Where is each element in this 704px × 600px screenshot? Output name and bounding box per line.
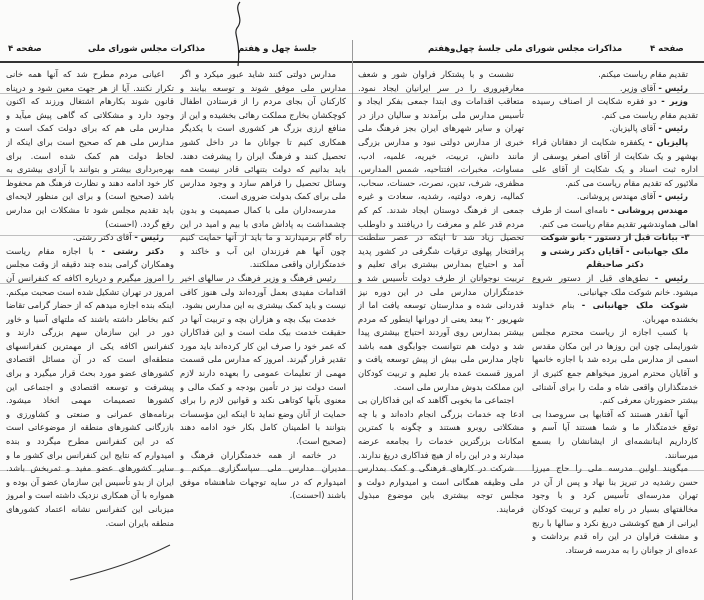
header-right-title: مذاکرات مجلس شورای ملی: [505, 44, 623, 54]
paragraph: [532, 136, 698, 190]
speaker-name: رئیس -: [658, 123, 688, 134]
paragraph-text: مدارس دولتی کنند شاید عبور میکرد و اگر مدارس ملی موفق شوند و توسعه بیابند و کارکنان آن بجای مردم را از فرستادن اطفال کوچکشان بخارج مملکت رهائی بخشیده و این از منافع ارزی بزرگ هر کشوری است با یکدیگر همکاری کنیم تا جوانان ما در داخل کشور تحصیل کنند و فرهنگ ایران را پیشرفت دهند. باید بدانیم که دولت بتنهائی قادر نیست همه وسائل تحصیل را فراهم سازد و وجود مدارس ملی برای کمک بدولت ضروری است.: [180, 69, 346, 202]
paragraph: [6, 245, 174, 530]
column-3: [180, 68, 346, 600]
scan-line: [0, 93, 704, 94]
paragraph: [532, 462, 698, 557]
speaker-name: مهندس پروشانی -: [610, 204, 688, 215]
paragraph: [6, 231, 174, 245]
speaker-name: رئیس -: [658, 82, 688, 93]
paragraph: [532, 95, 698, 122]
paragraph: [532, 299, 698, 326]
paragraph: [180, 313, 346, 449]
paragraph-text: خدمت بیک بچه و هزاران بچه و تربیت آنها در حقیقت خدمت بیک ملت است و این فداکاران که عمر خود را صرف این کار کرده‌اند باید مورد تقدیر قرار گیرند. امروز که مدارس ملی قسمت مهمی از تعلیمات عمومی را بعهده دارند لازم است دولت نیز در تأمین بودجه و کمک مالی و معنوی بآنها کوتاهی نکند و قوانین لازم را برای حمایت از آنان وضع نماید تا اینکه این مؤسسات بتوانند با اطمینان کامل بکار خود ادامه دهند (صحیح است).: [180, 313, 346, 447]
column-1: [532, 68, 698, 600]
paragraph: [358, 68, 524, 394]
paragraph: [532, 272, 698, 299]
paragraph-text: در خاتمه از همه خدمتگزاران فرهنگ و مدیران مدارس ملی سپاسگزاری میکنم و امیدوارم که در سایه توجهات شاهنشاه موفق باشند (احسنت).: [180, 449, 346, 501]
paragraph: [358, 394, 524, 462]
paragraph-text: بنام خداوند بخشنده مهربان.: [532, 300, 698, 324]
paragraph-text: شرکت در کارهای فرهنگی و کمک بمدارس ملی وظیفه همگانی است و امیدوارم دولت و مجلس توجه بیشتری باین موضوع مبذول فرمایند.: [358, 463, 524, 514]
header-left-page: صفحه ۴: [8, 44, 42, 54]
paragraph-text: آقای دکتر رشتی.: [72, 232, 132, 243]
paragraph: [180, 449, 346, 503]
paragraph-text: آقای مهندس پروشانی.: [576, 191, 656, 202]
paragraph-text: دو فقره شکایت از اصناف رسیده تقدیم مقام ریاست می کنم.: [532, 96, 698, 120]
scan-line: [0, 470, 704, 471]
speaker-name: وزیر -: [661, 96, 688, 107]
paragraph-text: تقدیم مقام ریاست میکنم.: [598, 69, 688, 79]
header-right-page: صفحه ۴: [650, 44, 684, 54]
scan-line: [0, 283, 704, 284]
paragraph: [532, 190, 698, 204]
handwritten-arrow: [60, 540, 180, 590]
paragraph-text: مدرسه‌داران ملی با کمال صمیمیت و بدون چشمداشت به پاداش مادی با بیم و امید در این راه گام برمیدارند و ما باید از آنها حمایت کنیم چون آنها هم فرزندان این آب و خاکند و خدمتگزاران واقعی مملکتند.: [180, 204, 346, 270]
paragraph-text: نطق‌های قبل از دستور شروع میشود. خانم شوکت ملک جهانبانی.: [532, 272, 698, 297]
section-heading: ۳- بیانات قبل از دستور - بانو شوکت ملک جهانبانی - آقایان دکتر رشتی و دکتر صاحبقلم: [540, 232, 690, 270]
paragraph-text: نشست و با پشتکار فراوان شور و شعف معارفپروری را در سر ایرانیان ایجاد نمود. متعاقب اقدامات وی ابتدا جمعی بفکر ایجاد و تأسیس مدارس ملی برآمدند و سالیان دراز در تهران و سایر شهرهای ایران بجز فرهنگ ملی خبری از مدارس دولتی نبود و مدارس بزرگی مانند دانش، تربیت، خیریه، علمیه، ادب، مساوات، مخبرات، افتتاحیه، شمس المدارس، مظفری، شرف، تدین، نصرت، حسنات، سحاب، کمالیه، زهره، دولتیه، رشدیه، سعادت و غیره جمعی از فرهنگ دوستان ایجاد شدند. کم کم مردم قدر علم و معرفت را دریافتند و داوطلب تحصیل زیاد شد تا اینکه در عصر سلطنت پرافتخار پهلوی ترقیات شگرفی در کشور پدید آمد و احتیاج بمدارس بیشتری برای تعلیم و تربیت نوجوانان از طرف دولت تأسیس شد و خدمتگزاران مدارس ملی در این دوره نیز قدردانی شده و مدارستان توسعه یافت اما از شهریور ۲۰ ببعد یعنی از دورانها اینطور که مردم بیشتر بمدارس روی آوردند احتیاج بیشتری پیدا شد و دولت هم نتوانست جوابگوی همه باشد ناچار مدارس ملی بیش از پیش توسعه یافت و امروز قسمت عمده بار تعلیم و تربیت کودکان این مملکت بدوش مدارس ملی است.: [358, 69, 524, 392]
column-4: [6, 68, 174, 600]
paragraph: [532, 122, 698, 136]
speaker-name: رئیس -: [654, 272, 688, 283]
paragraph-text: اجتماعی ما بخوبی آگاهند که این فداکاران بی ادعا چه خدمات بزرگی انجام داده‌اند و با چه مشکلاتی روبرو هستند و چگونه با کمترین امکانات بزرگترین خدمات را بجامعه عرضه میدارند و در این راه از هیچ فداکاری دریغ ندارند.: [358, 395, 524, 460]
paragraph-text: رئیس فرهنگ و وزیر فرهنگ در سالهای اخیر اقدامات مفیدی بعمل آورده‌اند ولی هنوز کافی نیست و باید کمک بیشتری به این مدارس بشود.: [180, 272, 346, 311]
paragraph: [532, 326, 698, 408]
handwritten-mark: [225, 0, 255, 70]
paragraph: [180, 68, 346, 204]
paragraph-text: با اجازه مقام ریاست وهمکاران گرامی بنده چند دقیقه از وقت مجلس را امروز میگیرم و درباره اکافه که کنفرانس آن امروز در تهران تشکیل شده است صحبت میکنم. اینکه بنده اجازه میدهم که از حضار گرامی تقاضا کنم بخاطر داشته باشند که ملتهای آسیا و خاور دور در این سازمان سهم بزرگی دارند و کنفرانس اکافه یکی از مهمترین کنفرانسهای منطقه‌ای است که در آن مسائل اقتصادی کشورهای عضو مورد بحث قرار میگیرد و برای پیشرفت و توسعه اقتصادی و اجتماعی این کشورها تصمیمات مهمی اتخاذ میشود. برنامه‌های عمرانی و صنعتی و کشاورزی و بازرگانی کشورهای منطقه از موضوعاتی است که در این کنفرانس مطرح میگردد و بنده امیدوارم که نتایج این کنفرانس برای کشور ما و سایر کشورهای عضو مفید و ثمربخش باشد. ایران از بدو تأسیس این سازمان عضو آن بوده و همواره با آن همکاری نزدیک داشته است و امروز میزبانی این کنفرانس نشانه اعتماد کشورهای منطقه بایران است.: [6, 245, 174, 528]
speaker-name: شوکت ملک جهانبانی -: [581, 300, 688, 311]
paragraph-text: یکفقره شکایت از دهقانان قراء بهشهر و یک شکایت از آقای اصغر یوسفی از اداره ثبت اسناد و یک شکایت از آقای علی ملائیور که تقدیم مقام ریاست می کنم.: [532, 136, 698, 188]
column-2: [358, 68, 524, 600]
paragraph: [180, 204, 346, 272]
paragraph: [532, 204, 698, 231]
scan-line: [0, 176, 704, 177]
paragraph-text: با کسب اجازه از ریاست محترم مجلس شورایملی چون این روزها در این مکان مقدس اسمی از مدارس ملی برده شد با اجازه خانمها و آقایان محترم امروز میخواهم جمع کثیری از خدمتگذاران واقعی شاه و ملت را برای آشنائی بیشتر حضورتان معرفی کنم.: [532, 327, 698, 406]
header-right-session: جلسهٔ چهل‌وهفتم: [428, 44, 502, 54]
paragraph-text: آنها آنقدر هستند که آفتابها بی سروصدا بی توقع خدمتگذار ما و شما هستند آیا آسم و کارداریم اینانشمه‌ای از ایشانشان را بسمع میرسانند.: [532, 408, 698, 460]
paragraph-text: میگویند اولین مدرسه ملی را حاج میرزا حسن رشدیه در تبریز بنا نهاد و پس از آن در تهران مدرسه‌ای تأسیس کرد و با وجود مخالفتهای بسیار در راه تعلیم و تربیت کودکان ایرانی از هیچ کوششی دریغ نکرد و سالها با رنج و مشقت فراوان در این راه قدم برداشت و عده‌ای از جوانان را به مدرسه فرستاد.: [532, 463, 698, 555]
header-left-session: جلسهٔ چهل و هفتم: [238, 44, 318, 54]
paragraph: [532, 408, 698, 462]
speaker-name: دکتر رشتی -: [101, 245, 164, 256]
paragraph: [532, 68, 698, 82]
page-fold-divider: [352, 40, 353, 600]
speaker-name: پالیزبان -: [648, 136, 688, 147]
scan-line: [0, 235, 704, 236]
paragraph: [180, 272, 346, 313]
speaker-name: رئیس -: [134, 232, 164, 243]
paragraph-text: اعیانی مردم مطرح شد که آنها همه خانی تکرار نکنند. آیا از هر جهت معین شود و درپناه قانون شوند بکارهام اشتغال ورزند که اکنون وجود دارد و مشکلاتی که گاهی پیش میآید و مدارس ملی هم که برای دولت کمک است و مدارس ملی هم که صحیح است برای اینکه از لحاظ دولت هم کمک شده است. برای بهره‌برداری بیشتر و بتوانند با آزادی بیشتری به کار خود ادامه دهند و نظارت فرهنگ هم محفوظ باشد (صحیح است) و برای این منظور لایحه‌ای باید تقدیم مجلس شود تا مشکلات این مدارس رفع گردد. (احسنت): [6, 69, 174, 229]
paragraph-text: آقای پالیزبان.: [609, 123, 656, 134]
paragraph-text: نامه‌ای است از طرف اهالی هماوندشهر تقدیم مقام ریاست می کنم.: [532, 204, 698, 229]
header-left-title: مذاکرات مجلس شورای ملی: [88, 44, 206, 54]
paragraph-text: آقای وزیر.: [619, 82, 656, 93]
speaker-name: رئیس -: [658, 191, 688, 202]
